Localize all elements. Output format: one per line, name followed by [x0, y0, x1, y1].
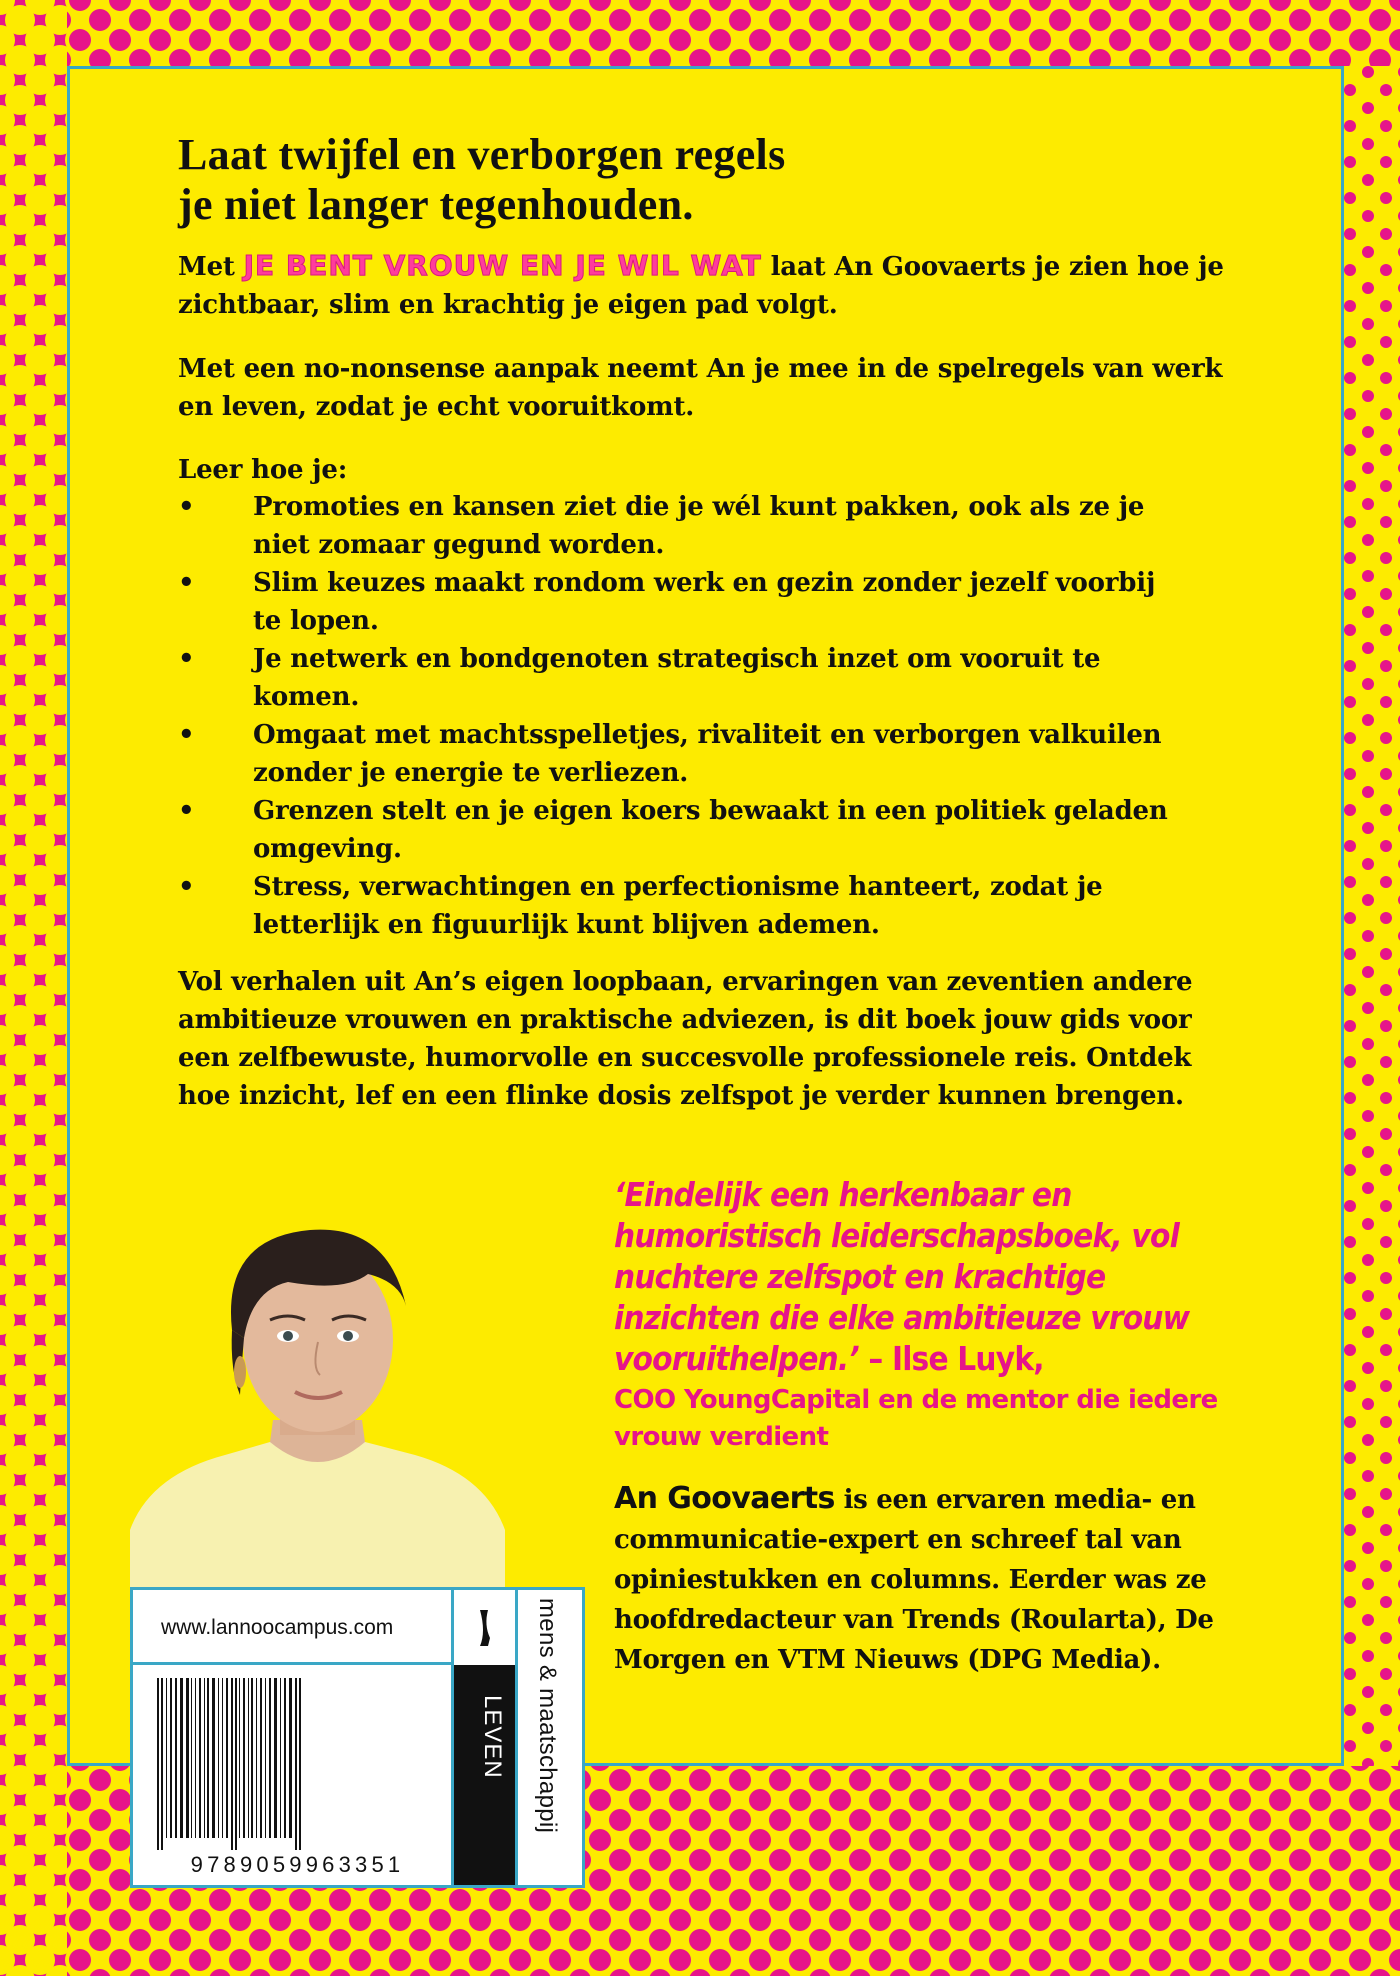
barcode-bar [212, 1678, 215, 1838]
list-item [178, 488, 1178, 564]
barcode-bar [175, 1678, 177, 1838]
quote-author: – Ilse Luyk, [858, 1339, 1044, 1378]
approach-paragraph: Met een no-nonsense aanpak neemt An je mee in de spelregels van werk en leven, zodat je echt vooruitkomt. [178, 354, 1223, 422]
endorsement-quote [614, 1174, 1254, 1379]
barcode-bar [199, 1678, 201, 1838]
barcode-bar [251, 1678, 253, 1838]
benefit-list [178, 488, 1178, 944]
series-label: mens & maatschappij [534, 1598, 561, 1834]
barcode-bar [218, 1678, 219, 1838]
category-band [454, 1665, 515, 1885]
list-intro: Leer hoe je: [178, 455, 348, 485]
barcode-bar [204, 1678, 205, 1838]
barcode-bar [248, 1678, 249, 1838]
label-divider [133, 1662, 451, 1665]
list-item-text: Promoties en kansen ziet die je wél kunt pakken, ook als ze je niet zomaar gegund worden. [253, 492, 1145, 560]
barcode-bar [256, 1678, 257, 1838]
barcode-bar [243, 1678, 245, 1838]
list-item-text: Stress, verwachtingen en perfectionisme hanteert, zodat je letterlijk en figuurlijk kunt blijven ademen. [253, 872, 1103, 940]
barcode [155, 1678, 440, 1850]
category-label: LEVEN [479, 1695, 506, 1779]
publisher-logo-mark-icon [454, 1590, 515, 1662]
barcode-bar [222, 1678, 223, 1838]
list-item-text: Grenzen stelt en je eigen koers bewaakt in een politiek geladen omgeving. [253, 796, 1168, 864]
barcode-bar [226, 1678, 228, 1838]
barcode-bar [235, 1678, 237, 1850]
barcode-bar [191, 1678, 192, 1838]
list-item [178, 792, 1178, 868]
barcode-bar [195, 1678, 196, 1838]
label-divider [515, 1590, 518, 1885]
barcode-bar [239, 1678, 240, 1838]
isbn-number: 9789059963351 [190, 1852, 405, 1877]
barcode-bar [231, 1678, 233, 1850]
bullet-dot: • [178, 720, 195, 750]
barcode-bar [274, 1678, 277, 1838]
intro-post: laat An Goovaerts je zien hoe je zichtbaar, slim en krachtig je eigen pad volgt. [178, 252, 1224, 320]
headline-line-1: Laat twijfel en verborgen regels [178, 130, 786, 179]
list-item-text: Omgaat met machtsspelletjes, rivaliteit en verborgen valkuilen zonder je energie te verliezen. [253, 720, 1162, 788]
barcode-bar [280, 1678, 281, 1838]
intro-pre: Met [178, 252, 244, 282]
list-item [178, 564, 1178, 640]
publisher-logo [454, 1590, 515, 1662]
barcode-bar [207, 1678, 209, 1838]
barcode-bar [166, 1678, 167, 1838]
intro-paragraph [178, 247, 1238, 324]
bullet-dot: • [178, 568, 195, 598]
barcode-bar [180, 1678, 183, 1838]
quote-attribution: COO YoungCapital en de mentor die iedere vrouw verdient [614, 1385, 1218, 1452]
barcode-bar [161, 1678, 163, 1850]
bullet-dot: • [178, 796, 195, 826]
book-title-inline: JE BENT VROUW EN JE WIL WAT [243, 249, 762, 282]
author-bio-text: is een ervaren media- en communicatie-expert en schreef tal van opiniestukken en columns. Eerder was ze hoofdredacteur van Trends (Roularta), De Morgen en VTM Nieuws (DPG Media). [614, 1485, 1214, 1675]
quote-text: ‘Eindelijk een herkenbaar en humoristisch leiderschapsboek, vol nuchtere zelfspot en krachtige inzichten die elke ambitieuze vrouw vooruithelpen.’ [614, 1175, 1190, 1378]
list-item-text: Je netwerk en bondgenoten strategisch inzet om vooruit te komen. [253, 644, 1101, 712]
closing-paragraph: Vol verhalen uit An’s eigen loopbaan, ervaringen van zeventien andere ambitieuze vrouwen en praktische adviezen, is dit boek jouw gids voor een zelfbewuste, humorvolle en succesvolle professionele reis. Ontdek hoe inzicht, lef en een flinke dosis zelfspot je verder kunnen brengen. [178, 967, 1193, 1111]
barcode-bar [260, 1678, 262, 1838]
bullet-dot: • [178, 492, 195, 522]
bullet-dot: • [178, 644, 195, 674]
barcode-bar [265, 1678, 266, 1838]
author-photo [130, 1210, 505, 1590]
barcode-bar [186, 1678, 189, 1838]
barcode-bar [284, 1678, 286, 1838]
bullet-dot: • [178, 872, 195, 902]
list-item [178, 640, 1178, 716]
barcode-bar [157, 1678, 159, 1850]
headline-line-2: je niet langer tegenhouden. [178, 180, 694, 229]
list-item [178, 868, 1178, 944]
publisher-url[interactable]: www.lannoocampus.com [161, 1616, 394, 1639]
barcode-bar [295, 1678, 297, 1850]
list-item [178, 716, 1178, 792]
author-name: An Goovaerts [614, 1481, 835, 1516]
list-item-text: Slim keuzes maakt rondom werk en gezin zonder jezelf voorbij te lopen. [253, 568, 1156, 636]
publisher-label-box [130, 1587, 585, 1888]
barcode-bar [299, 1678, 301, 1850]
barcode-bar [269, 1678, 271, 1838]
barcode-bar [170, 1678, 172, 1838]
headline [178, 130, 1178, 230]
barcode-bar [289, 1678, 292, 1838]
author-bio [614, 1480, 1274, 1680]
